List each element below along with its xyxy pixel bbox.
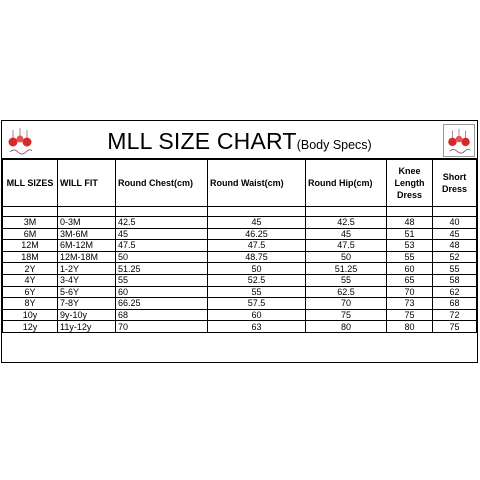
- table-cell: 51: [387, 228, 433, 240]
- table-cell: 50: [208, 263, 306, 275]
- table-row: [3, 228, 477, 240]
- table-cell: 48: [433, 240, 477, 252]
- column-header: MLL SIZES: [3, 160, 58, 207]
- table-cell: 57.5: [208, 298, 306, 310]
- table-cell: 47.5: [208, 240, 306, 252]
- table-cell: 5-6Y: [58, 286, 116, 298]
- table-cell: 48.75: [208, 251, 306, 263]
- table-cell: 1-2Y: [58, 263, 116, 275]
- table-cell: 72: [433, 309, 477, 321]
- column-header: Round Hip(cm): [306, 160, 387, 207]
- brand-logo-right: [443, 124, 475, 157]
- table-cell: 4Y: [3, 274, 58, 286]
- table-cell: 75: [306, 309, 387, 321]
- table-cell: 70: [306, 298, 387, 310]
- table-cell: 48: [387, 217, 433, 229]
- table-cell: 12M: [3, 240, 58, 252]
- table-cell: 12M-18M: [58, 251, 116, 263]
- table-cell: 46.25: [208, 228, 306, 240]
- table-row: [3, 240, 477, 252]
- table-cell: 80: [387, 321, 433, 333]
- table-cell: 7-8Y: [58, 298, 116, 310]
- table-cell: 60: [116, 286, 208, 298]
- title-subtitle: (Body Specs): [296, 138, 372, 152]
- title-row: [2, 121, 477, 159]
- table-cell: 65: [387, 274, 433, 286]
- table-cell: 73: [387, 298, 433, 310]
- table-row: [3, 286, 477, 298]
- table-cell: 45: [116, 228, 208, 240]
- table-cell: 51.25: [306, 263, 387, 275]
- table-cell: 8Y: [3, 298, 58, 310]
- table-cell: 63: [208, 321, 306, 333]
- chart-title: [2, 128, 477, 155]
- table-cell: 6M: [3, 228, 58, 240]
- table-row: [3, 274, 477, 286]
- spacer-row: [3, 207, 477, 217]
- table-cell: 70: [387, 286, 433, 298]
- table-row: [3, 263, 477, 275]
- table-cell: 3-4Y: [58, 274, 116, 286]
- table-cell: 45: [306, 228, 387, 240]
- table-row: [3, 298, 477, 310]
- table-cell: 55: [387, 251, 433, 263]
- table-cell: 68: [433, 298, 477, 310]
- table-cell: 53: [387, 240, 433, 252]
- table-cell: 45: [433, 228, 477, 240]
- table-cell: 52: [433, 251, 477, 263]
- table-cell: 51.25: [116, 263, 208, 275]
- table-cell: 47.5: [306, 240, 387, 252]
- table-body: [3, 207, 477, 333]
- table-cell: 66.25: [116, 298, 208, 310]
- column-header: Knee Length Dress: [387, 160, 433, 207]
- table-cell: 60: [208, 309, 306, 321]
- column-header: Short Dress: [433, 160, 477, 207]
- size-table: [2, 159, 477, 333]
- column-header: Round Waist(cm): [208, 160, 306, 207]
- table-cell: 52.5: [208, 274, 306, 286]
- table-cell: 75: [433, 321, 477, 333]
- table-cell: 18M: [3, 251, 58, 263]
- table-cell: 3M: [3, 217, 58, 229]
- table-cell: 60: [387, 263, 433, 275]
- table-cell: 10y: [3, 309, 58, 321]
- size-chart-sheet: [1, 120, 478, 363]
- table-cell: 80: [306, 321, 387, 333]
- table-cell: 42.5: [116, 217, 208, 229]
- table-cell: 45: [208, 217, 306, 229]
- table-cell: 55: [306, 274, 387, 286]
- title-main: MLL SIZE CHART: [107, 128, 297, 154]
- table-cell: 42.5: [306, 217, 387, 229]
- table-row: [3, 321, 477, 333]
- header-row: [3, 160, 477, 207]
- table-cell: 55: [116, 274, 208, 286]
- table-cell: 3M-6M: [58, 228, 116, 240]
- table-cell: 75: [387, 309, 433, 321]
- table-row: [3, 309, 477, 321]
- table-cell: 62: [433, 286, 477, 298]
- table-cell: 70: [116, 321, 208, 333]
- table-cell: 58: [433, 274, 477, 286]
- table-cell: 2Y: [3, 263, 58, 275]
- table-cell: 11y-12y: [58, 321, 116, 333]
- table-cell: 50: [306, 251, 387, 263]
- table-cell: 6Y: [3, 286, 58, 298]
- column-header: Round Chest(cm): [116, 160, 208, 207]
- table-cell: 12y: [3, 321, 58, 333]
- table-cell: 9y-10y: [58, 309, 116, 321]
- column-header: WILL FIT: [58, 160, 116, 207]
- table-cell: 6M-12M: [58, 240, 116, 252]
- table-cell: 68: [116, 309, 208, 321]
- table-row: [3, 251, 477, 263]
- table-cell: 0-3M: [58, 217, 116, 229]
- table-cell: 62.5: [306, 286, 387, 298]
- table-cell: 40: [433, 217, 477, 229]
- table-cell: 55: [208, 286, 306, 298]
- table-cell: 50: [116, 251, 208, 263]
- table-cell: 55: [433, 263, 477, 275]
- table-cell: 47.5: [116, 240, 208, 252]
- table-row: [3, 217, 477, 229]
